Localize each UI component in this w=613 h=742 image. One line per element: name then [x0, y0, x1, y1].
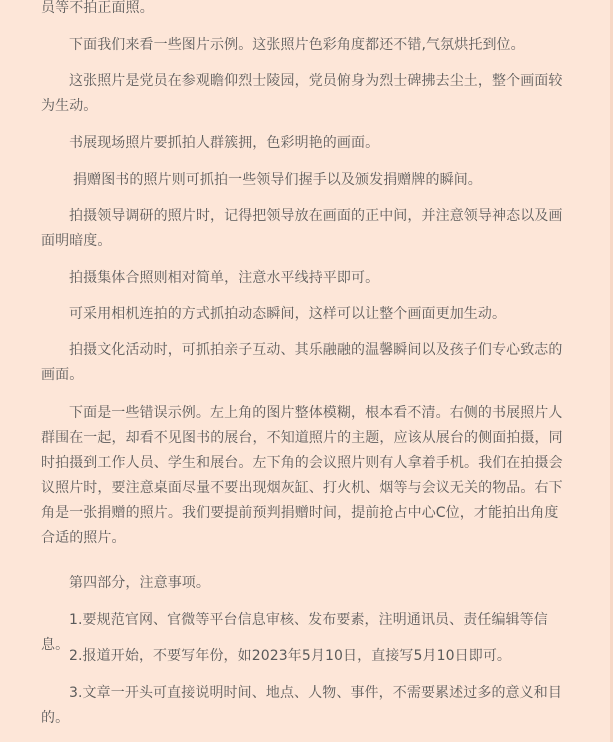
- paragraph-9: 拍摄文化活动时，可抓拍亲子互动、其乐融融的温馨瞬间以及孩子们专心致志的画面。: [41, 342, 563, 383]
- paragraph-5: 捐赠图书的照片则可抓拍一些领导们握手以及颁发捐赠牌的瞬间。: [73, 172, 482, 188]
- paragraph-6: 拍摄领导调研的照片时，记得把领导放在画面的正中间，并注意领导神态以及画面明暗度。: [41, 208, 563, 249]
- paragraph-14: 3.文章一开头可直接说明时间、地点、人物、事件，不需要累述过多的意义和目的。: [41, 685, 562, 726]
- paragraph-3: 这张照片是党员在参观瞻仰烈士陵园，党员俯身为烈士碑拂去尘土，整个画面较为生动。: [41, 73, 563, 114]
- paragraph-13: 2.报道开始，不要写年份，如2023年5月10日，直接写5月10日即可。: [69, 648, 512, 664]
- paragraph-11: 第四部分，注意事项。: [69, 575, 210, 591]
- paragraph-12: 1.要规范官网、官微等平台信息审核、发布要素，注明通讯员、责任编辑等信息。: [41, 612, 548, 653]
- paragraph-1: 员等不拍正面照。: [41, 0, 154, 16]
- paragraph-8: 可采用相机连拍的方式抓拍动态瞬间，这样可以让整个画面更加生动。: [69, 306, 507, 322]
- paragraph-7: 拍摄集体合照则相对简单，注意水平线持平即可。: [69, 270, 380, 286]
- paragraph-2: 下面我们来看一些图片示例。这张照片色彩角度都还不错,气氛烘托到位。: [69, 37, 525, 53]
- paragraph-10: 下面是一些错误示例。左上角的图片整体模糊，根本看不清。右侧的书展照片人群围在一起，却看不见图书的展台，不知道照片的主题，应该从展台的侧面拍摄，同时拍摄到工作人员、学生和展台。左下角的会议照片则有人拿着手机。我们在拍摄会议照片时，要注意桌面尽量不要出现烟灰缸、打火机、烟等与会议无关的物品。右下角是一张捐赠的照片。我们要提前预判捐赠时间，提前抢占中心C位，才能拍出角度合适的照片。: [41, 405, 563, 546]
- paragraph-4: 书展现场照片要抓拍人群簇拥，色彩明艳的画面。: [69, 135, 380, 151]
